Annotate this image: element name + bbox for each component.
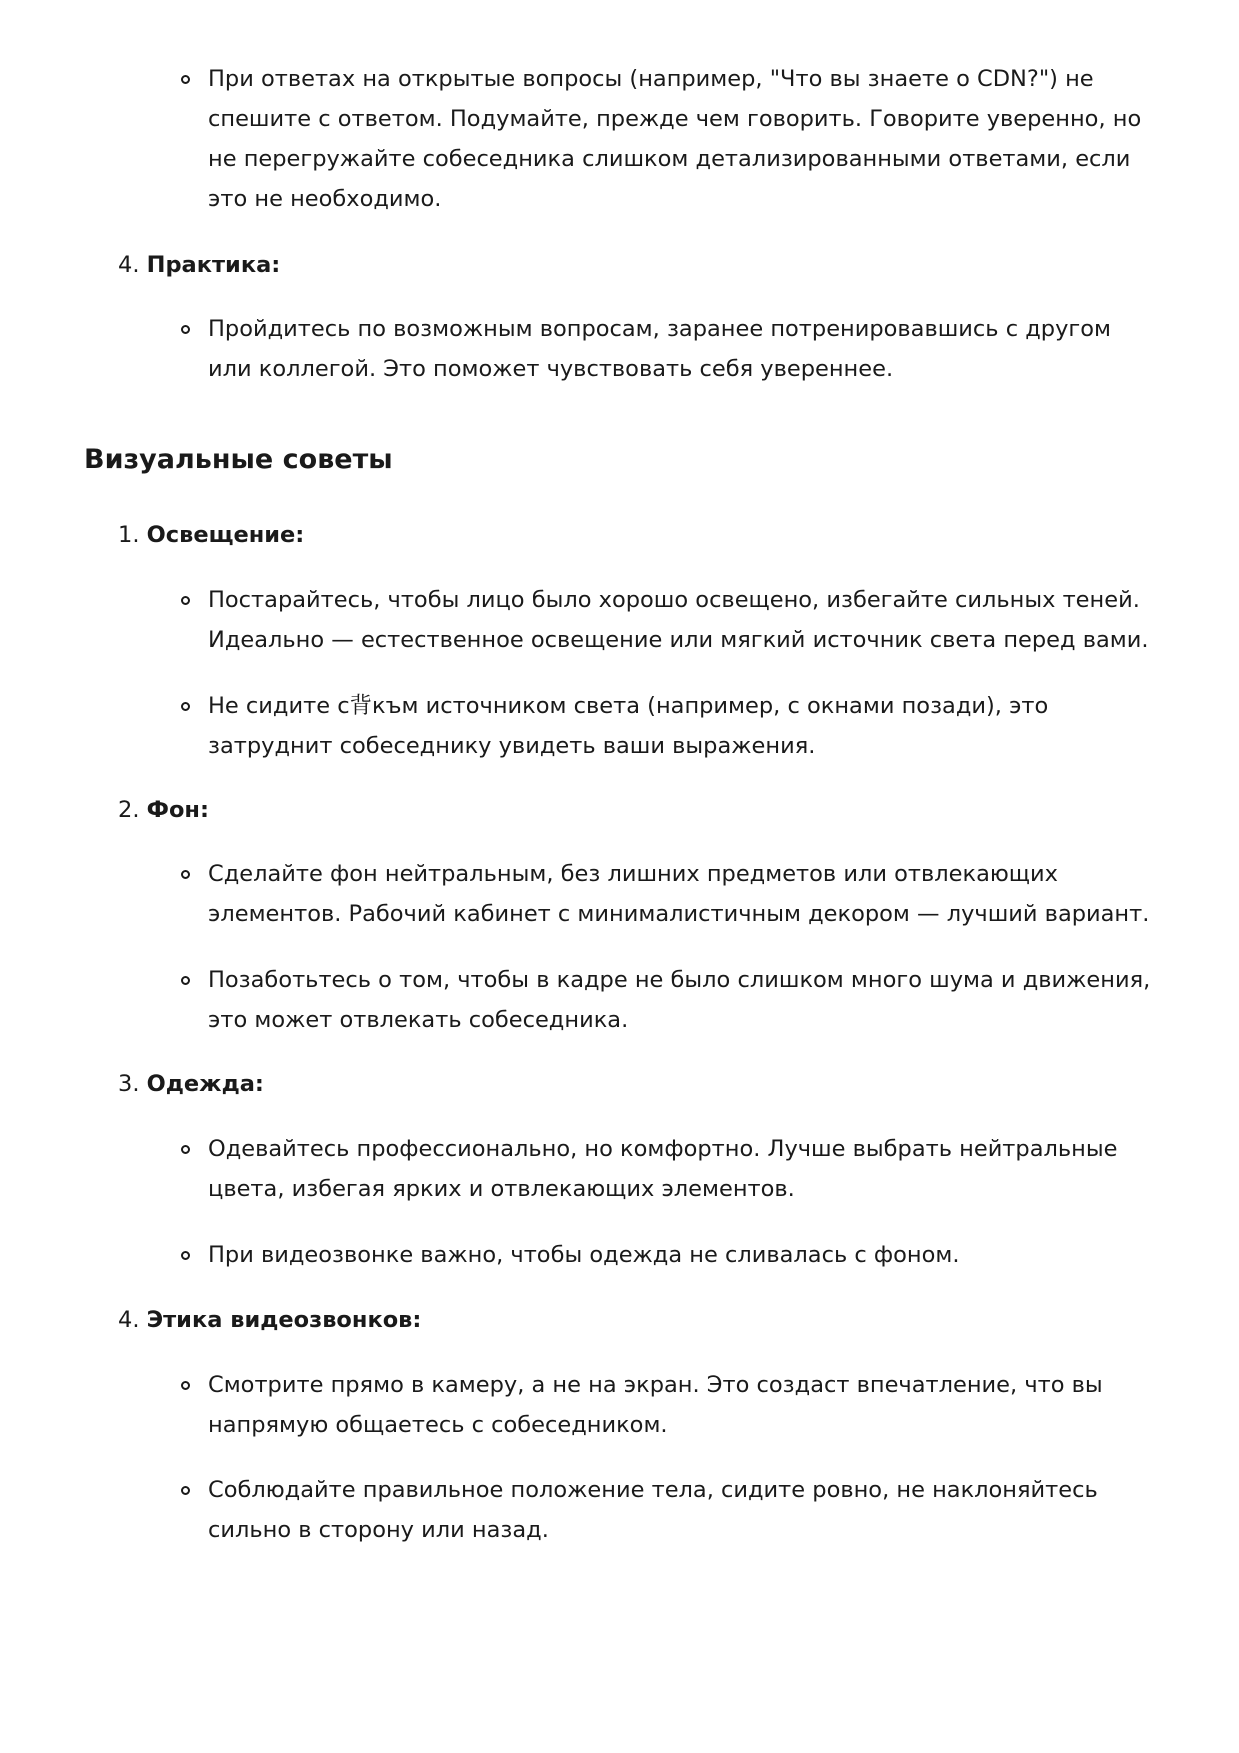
list-item: Позаботьтесь о том, чтобы в кадре не было слишком много шума и движения, это может отвлекать собеседника. [208,960,1158,1040]
item-number: 3. [118,1071,140,1097]
numbered-item-background [118,790,209,830]
item-label: Одежда: [146,1071,264,1097]
list-item: Не сидите с背към источником света (например, с окнами позади), это затруднит собеседнику увидеть ваши выражения. [208,686,1158,766]
item-label: Фон: [146,797,209,823]
list-item: Соблюдайте правильное положение тела, сидите ровно, не наклоняйтесь сильно в сторону или назад. [208,1470,1158,1550]
list-item: Одевайтесь профессионально, но комфортно. Лучше выбрать нейтральные цвета, избегая ярких и отвлекающих элементов. [208,1129,1158,1209]
numbered-item-clothing [118,1064,264,1104]
list-item: Постарайтесь, чтобы лицо было хорошо освещено, избегайте сильных теней. Идеально — естественное освещение или мягкий источник света перед вами. [208,580,1158,660]
item-number: 2. [118,797,140,823]
list-item: Пройдитесь по возможным вопросам, заранее потренировавшись с другом или коллегой. Это поможет чувствовать себя увереннее. [208,309,1158,389]
list-item: Смотрите прямо в камеру, а не на экран. Это создаст впечатление, что вы напрямую общаетесь с собеседником. [208,1365,1158,1445]
item-label: Освещение: [146,522,305,548]
item-number: 1. [118,522,140,548]
item-label: Практика: [146,252,281,278]
item-number: 4. [118,1307,140,1333]
numbered-item-practice [118,245,280,285]
list-item: При видеозвонке важно, чтобы одежда не сливалась с фоном. [208,1235,1158,1275]
item-label: Этика видеозвонков: [146,1307,422,1333]
section-heading: Визуальные советы [84,444,393,475]
item-number: 4. [118,252,140,278]
numbered-item-lighting [118,515,304,555]
list-item: Сделайте фон нейтральным, без лишних предметов или отвлекающих элементов. Рабочий кабинет с минималистичным декором — лучший вариант. [208,854,1158,934]
list-item: При ответах на открытые вопросы (например, "Что вы знаете о CDN?") не спешите с ответом. Подумайте, прежде чем говорить. Говорите уверенно, но не перегружайте собеседника слишком детализированными ответами, если это не необходимо. [208,59,1158,219]
numbered-item-video-etiquette [118,1300,421,1340]
